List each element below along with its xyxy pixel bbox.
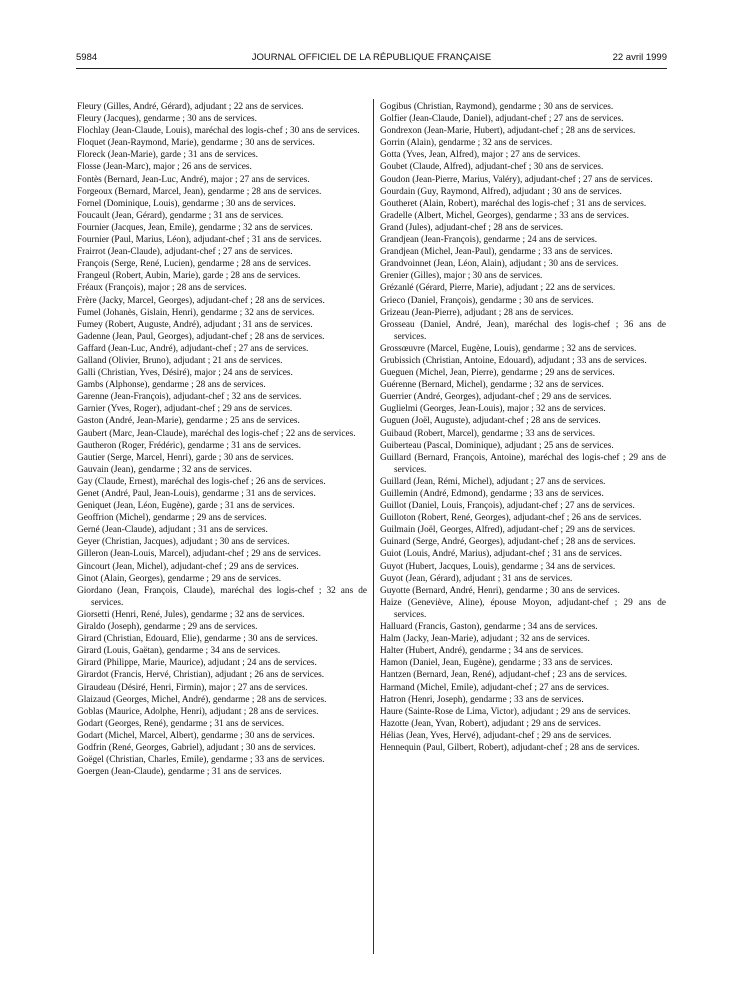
list-item: Foucault (Jean, Gérard), gendarme ; 31 ans de services.	[77, 210, 284, 221]
list-item: Guguen (Joël, Auguste), adjudant-chef ; 28 ans de services.	[380, 416, 601, 427]
list-item: Hantzen (Bernard, Jean, René), adjudant-chef ; 23 ans de services.	[380, 670, 628, 681]
list-item: Haize (Geneviève, Aline), épouse Moyon, adjudant-chef ; 29 ans de services.	[380, 597, 666, 620]
list-item: Guérenne (Bernard, Michel), gendarme ; 32 ans de services.	[380, 380, 604, 391]
list-item: Fréaux (François), major ; 28 ans de services.	[77, 283, 247, 294]
column-separator	[373, 99, 374, 954]
list-item: Grosseau (Daniel, André, Jean), maréchal des logis-chef ; 36 ans de services.	[380, 319, 666, 342]
list-item: Galland (Olivier, Bruno), adjudant ; 21 ans de services.	[77, 355, 283, 366]
list-item: Gincourt (Jean, Michel), adjudant-chef ; 29 ans de services.	[77, 561, 299, 572]
list-item: Giordano (Jean, François, Claude), maréchal des logis-chef ; 32 ans de services.	[77, 585, 367, 608]
list-item: Gogibus (Christian, Raymond), gendarme ; 30 ans de services.	[380, 102, 614, 112]
list-item: Girard (Louis, Gaëtan), gendarme ; 34 ans de services.	[77, 646, 281, 657]
list-item: Guibaud (Robert, Marcel), gendarme ; 33 ans de services.	[380, 428, 596, 439]
list-item: Gambs (Alphonse), gendarme ; 28 ans de services.	[77, 380, 266, 391]
right-column	[380, 101, 666, 754]
list-item: Gaubert (Marc, Jean-Claude), maréchal des logis-chef ; 22 ans de services.	[77, 428, 356, 439]
list-item: Floreck (Jean-Marie), garde ; 31 ans de services.	[77, 150, 258, 161]
list-item: Giraudeau (Désiré, Henri, Firmin), major ; 27 ans de services.	[77, 682, 308, 693]
list-item: Gaston (André, Jean-Marie), gendarme ; 25 ans de services.	[77, 416, 300, 427]
list-item: Guglielmi (Georges, Jean-Louis), major ; 32 ans de services.	[380, 404, 606, 415]
list-item: Guilmain (Joël, Georges, Alfred), adjudant-chef ; 29 ans de services.	[380, 525, 636, 536]
list-item: Guillemin (André, Edmond), gendarme ; 33 ans de services.	[380, 489, 604, 499]
list-item: Grézanlé (Gérard, Pierre, Marie), adjudant ; 22 ans de services.	[380, 283, 616, 294]
list-item: Hatron (Henri, Joseph), gendarme ; 33 ans de services.	[380, 694, 584, 705]
list-item: Halluard (Francis, Gaston), gendarme ; 34 ans de services.	[380, 622, 598, 633]
list-item: Fournier (Paul, Marius, Léon), adjudant-chef ; 31 ans de services.	[77, 235, 322, 246]
list-item: Gradelle (Albert, Michel, Georges), gendarme ; 33 ans de services.	[380, 210, 629, 221]
list-item: Fleury (Jacques), gendarme ; 30 ans de services.	[77, 114, 257, 125]
list-item: Guyot (Hubert, Jacques, Louis), gendarme ; 34 ans de services.	[380, 561, 616, 572]
list-item: Gadenne (Jean, Paul, Georges), adjudant-chef ; 28 ans de services.	[77, 331, 325, 342]
list-item: Fornel (Dominique, Louis), gendarme ; 30 ans de services.	[77, 198, 296, 209]
list-item: Grandjean (Jean-François), gendarme ; 24 ans de services.	[380, 235, 598, 246]
list-item: Geoffrion (Michel), gendarme ; 29 ans de services.	[77, 513, 267, 524]
list-item: Giraldo (Joseph), gendarme ; 29 ans de services.	[77, 622, 258, 633]
list-item: Flosse (Jean-Marc), major ; 26 ans de services.	[77, 162, 252, 173]
list-item: Gay (Claude, Ernest), maréchal des logis-chef ; 26 ans de services.	[77, 476, 326, 487]
list-item: Guyotte (Bernard, André, Henri), gendarme ; 30 ans de services.	[380, 585, 620, 596]
list-item: Gondrexon (Jean-Marie, Hubert), adjudant-chef ; 28 ans de services.	[380, 126, 636, 137]
list-item: Goudon (Jean-Pierre, Marius, Valéry), adjudant-chef ; 27 ans de services.	[380, 174, 653, 185]
list-item: Ginot (Alain, Georges), gendarme ; 29 ans de services.	[77, 573, 282, 584]
list-item: Harmand (Michel, Emile), adjudant-chef ; 27 ans de services.	[380, 682, 609, 693]
list-item: Hamon (Daniel, Jean, Eugène), gendarme ; 33 ans de services.	[380, 658, 613, 669]
header-rule	[76, 68, 667, 69]
list-item: Girard (Philippe, Marie, Maurice), adjudant ; 24 ans de services.	[77, 658, 317, 669]
list-item: Gotta (Yves, Jean, Alfred), major ; 27 ans de services.	[380, 150, 581, 161]
list-item: Geyer (Christian, Jacques), adjudant ; 30 ans de services.	[77, 537, 290, 548]
list-item: Guyot (Jean, Gérard), adjudant ; 31 ans de services.	[380, 573, 573, 584]
list-item: Hennequin (Paul, Gilbert, Robert), adjudant-chef ; 28 ans de services.	[380, 742, 640, 753]
list-item: Guinard (Serge, André, Georges), adjudant-chef ; 28 ans de services.	[380, 537, 636, 548]
list-item: Fontès (Bernard, Jean-Luc, André), major ; 27 ans de services.	[77, 174, 310, 185]
list-item: Gautier (Serge, Marcel, Henri), garde ; 30 ans de services.	[77, 452, 294, 463]
list-item: Glaizaud (Georges, Michel, André), gendarme ; 28 ans de services.	[77, 694, 327, 705]
list-item: Guillard (Bernard, François, Antoine), maréchal des logis-chef ; 29 ans de services.	[380, 452, 666, 475]
list-item: Frangeul (Robert, Aubin, Marie), garde ; 28 ans de services.	[77, 271, 301, 282]
list-item: Gilleron (Jean-Louis, Marcel), adjudant-chef ; 29 ans de services.	[77, 549, 321, 560]
list-item: Gauvain (Jean), gendarme ; 32 ans de services.	[77, 464, 252, 475]
list-item: Goubet (Claude, Alfred), adjudant-chef ; 30 ans de services.	[380, 162, 604, 173]
list-item: Goergen (Jean-Claude), gendarme ; 31 ans de services.	[77, 767, 282, 778]
list-item: Flochlay (Jean-Claude, Louis), maréchal des logis-chef ; 30 ans de services.	[77, 126, 360, 137]
list-item: Genet (André, Paul, Jean-Louis), gendarme ; 31 ans de services.	[77, 489, 316, 499]
list-item: Godart (Georges, René), gendarme ; 31 ans de services.	[77, 718, 285, 729]
list-item: Guillard (Jean, Rémi, Michel), adjudant ; 27 ans de services.	[380, 476, 606, 487]
list-item: Grand (Jules), adjudant-chef ; 28 ans de services.	[380, 222, 564, 233]
list-item: Fournier (Jacques, Jean, Emile), gendarme ; 32 ans de services.	[77, 222, 313, 233]
list-item: Grenier (Gilles), major ; 30 ans de services.	[380, 271, 543, 282]
list-item: Gaffard (Jean-Luc, André), adjudant-chef ; 27 ans de services.	[77, 343, 309, 354]
list-item: Guiot (Louis, André, Marius), adjudant-chef ; 31 ans de services.	[380, 549, 622, 560]
list-item: Grandjean (Michel, Jean-Paul), gendarme ; 33 ans de services.	[380, 247, 613, 258]
page-header	[76, 52, 667, 66]
list-item: Goutheret (Alain, Robert), maréchal des logis-chef ; 31 ans de services.	[380, 198, 647, 209]
list-item: Forgeoux (Bernard, Marcel, Jean), gendarme ; 28 ans de services.	[77, 186, 322, 197]
list-item: Grieco (Daniel, François), gendarme ; 30 ans de services.	[380, 295, 594, 306]
list-item: Gautheron (Roger, Frédéric), gendarme ; 31 ans de services.	[77, 440, 301, 451]
list-item: Gourdain (Guy, Raymond, Alfred), adjudant ; 30 ans de services.	[380, 186, 622, 197]
list-item: Godart (Michel, Marcel, Albert), gendarme ; 30 ans de services.	[77, 730, 315, 741]
list-item: Hazotte (Jean, Yvan, Robert), adjudant ; 29 ans de services.	[380, 718, 602, 729]
list-item: Gorrin (Alain), gendarme ; 32 ans de services.	[380, 138, 553, 149]
left-column	[77, 101, 367, 778]
page-number: 5984	[76, 52, 98, 63]
list-item: Grubissich (Christian, Antoine, Edouard), adjudant ; 33 ans de services.	[380, 355, 647, 366]
list-item: Galli (Christian, Yves, Désiré), major ; 24 ans de services.	[77, 368, 293, 379]
list-item: Grizeau (Jean-Pierre), adjudant ; 28 ans de services.	[380, 307, 574, 318]
list-item: Guilloton (Robert, René, Georges), adjudant-chef ; 26 ans de services.	[380, 513, 642, 524]
list-item: Hélias (Jean, Yves, Hervé), adjudant-chef ; 29 ans de services.	[380, 730, 612, 741]
list-item: Guillot (Daniel, Louis, François), adjudant-chef ; 27 ans de services.	[380, 501, 635, 512]
list-item: Godfrin (René, Georges, Gabriel), adjudant ; 30 ans de services.	[77, 742, 316, 753]
list-item: Haure (Sainte-Rose de Lima, Victor), adjudant ; 29 ans de services.	[380, 706, 631, 717]
list-item: Fumel (Johanès, Gislain, Henri), gendarme ; 32 ans de services.	[77, 307, 315, 318]
list-item: Geniquet (Jean, Léon, Eugène), garde ; 31 ans de services.	[77, 501, 295, 512]
list-item: Golfier (Jean-Claude, Daniel), adjudant-chef ; 27 ans de services.	[380, 114, 624, 125]
list-item: Frairrot (Jean-Claude), adjudant-chef ; 27 ans de services.	[77, 247, 293, 258]
list-item: Garnier (Yves, Roger), adjudant-chef ; 29 ans de services.	[77, 404, 293, 415]
list-item: Floquet (Jean-Raymond, Marie), gendarme ; 30 ans de services.	[77, 138, 315, 149]
list-item: Guerrier (André, Georges), adjudant-chef ; 29 ans de services.	[380, 392, 612, 403]
list-item: Giorsetti (Henri, René, Jules), gendarme ; 32 ans de services.	[77, 609, 305, 620]
list-item: Garenne (Jean-François), adjudant-chef ; 32 ans de services.	[77, 392, 302, 403]
list-item: Fumey (Robert, Auguste, André), adjudant ; 31 ans de services.	[77, 319, 313, 330]
list-item: Gueguen (Michel, Jean, Pierre), gendarme ; 29 ans de services.	[380, 368, 615, 379]
journal-title: JOURNAL OFFICIEL DE LA RÉPUBLIQUE FRANÇAISE	[251, 52, 492, 63]
list-item: Girard (Christian, Edouard, Elie), gendarme ; 30 ans de services.	[77, 634, 318, 645]
publication-date: 22 avril 1999	[612, 52, 667, 63]
list-item: Halter (Hubert, André), gendarme ; 34 ans de services.	[380, 646, 584, 657]
list-item: Guiberteau (Pascal, Dominique), adjudant ; 25 ans de services.	[380, 440, 614, 451]
list-item: Girardot (Francis, Hervé, Christian), adjudant ; 26 ans de services.	[77, 670, 325, 681]
list-item: Fleury (Gilles, André, Gérard), adjudant ; 22 ans de services.	[77, 102, 304, 112]
list-item: Gerné (Jean-Claude), adjudant ; 31 ans de services.	[77, 525, 268, 536]
list-item: Grandvoinnet (Jean, Léon, Alain), adjudant ; 30 ans de services.	[380, 259, 619, 270]
list-item: François (Serge, René, Lucien), gendarme ; 28 ans de services.	[77, 259, 311, 270]
list-item: Grossœuvre (Marcel, Eugène, Louis), gendarme ; 32 ans de services.	[380, 343, 637, 354]
list-item: Frère (Jacky, Marcel, Georges), adjudant-chef ; 28 ans de services.	[77, 295, 325, 306]
list-item: Goblas (Maurice, Adolphe, Henri), adjudant ; 28 ans de services.	[77, 706, 319, 717]
list-item: Goëgel (Christian, Charles, Emile), gendarme ; 33 ans de services.	[77, 755, 325, 766]
list-item: Halm (Jacky, Jean-Marie), adjudant ; 32 ans de services.	[380, 634, 590, 645]
